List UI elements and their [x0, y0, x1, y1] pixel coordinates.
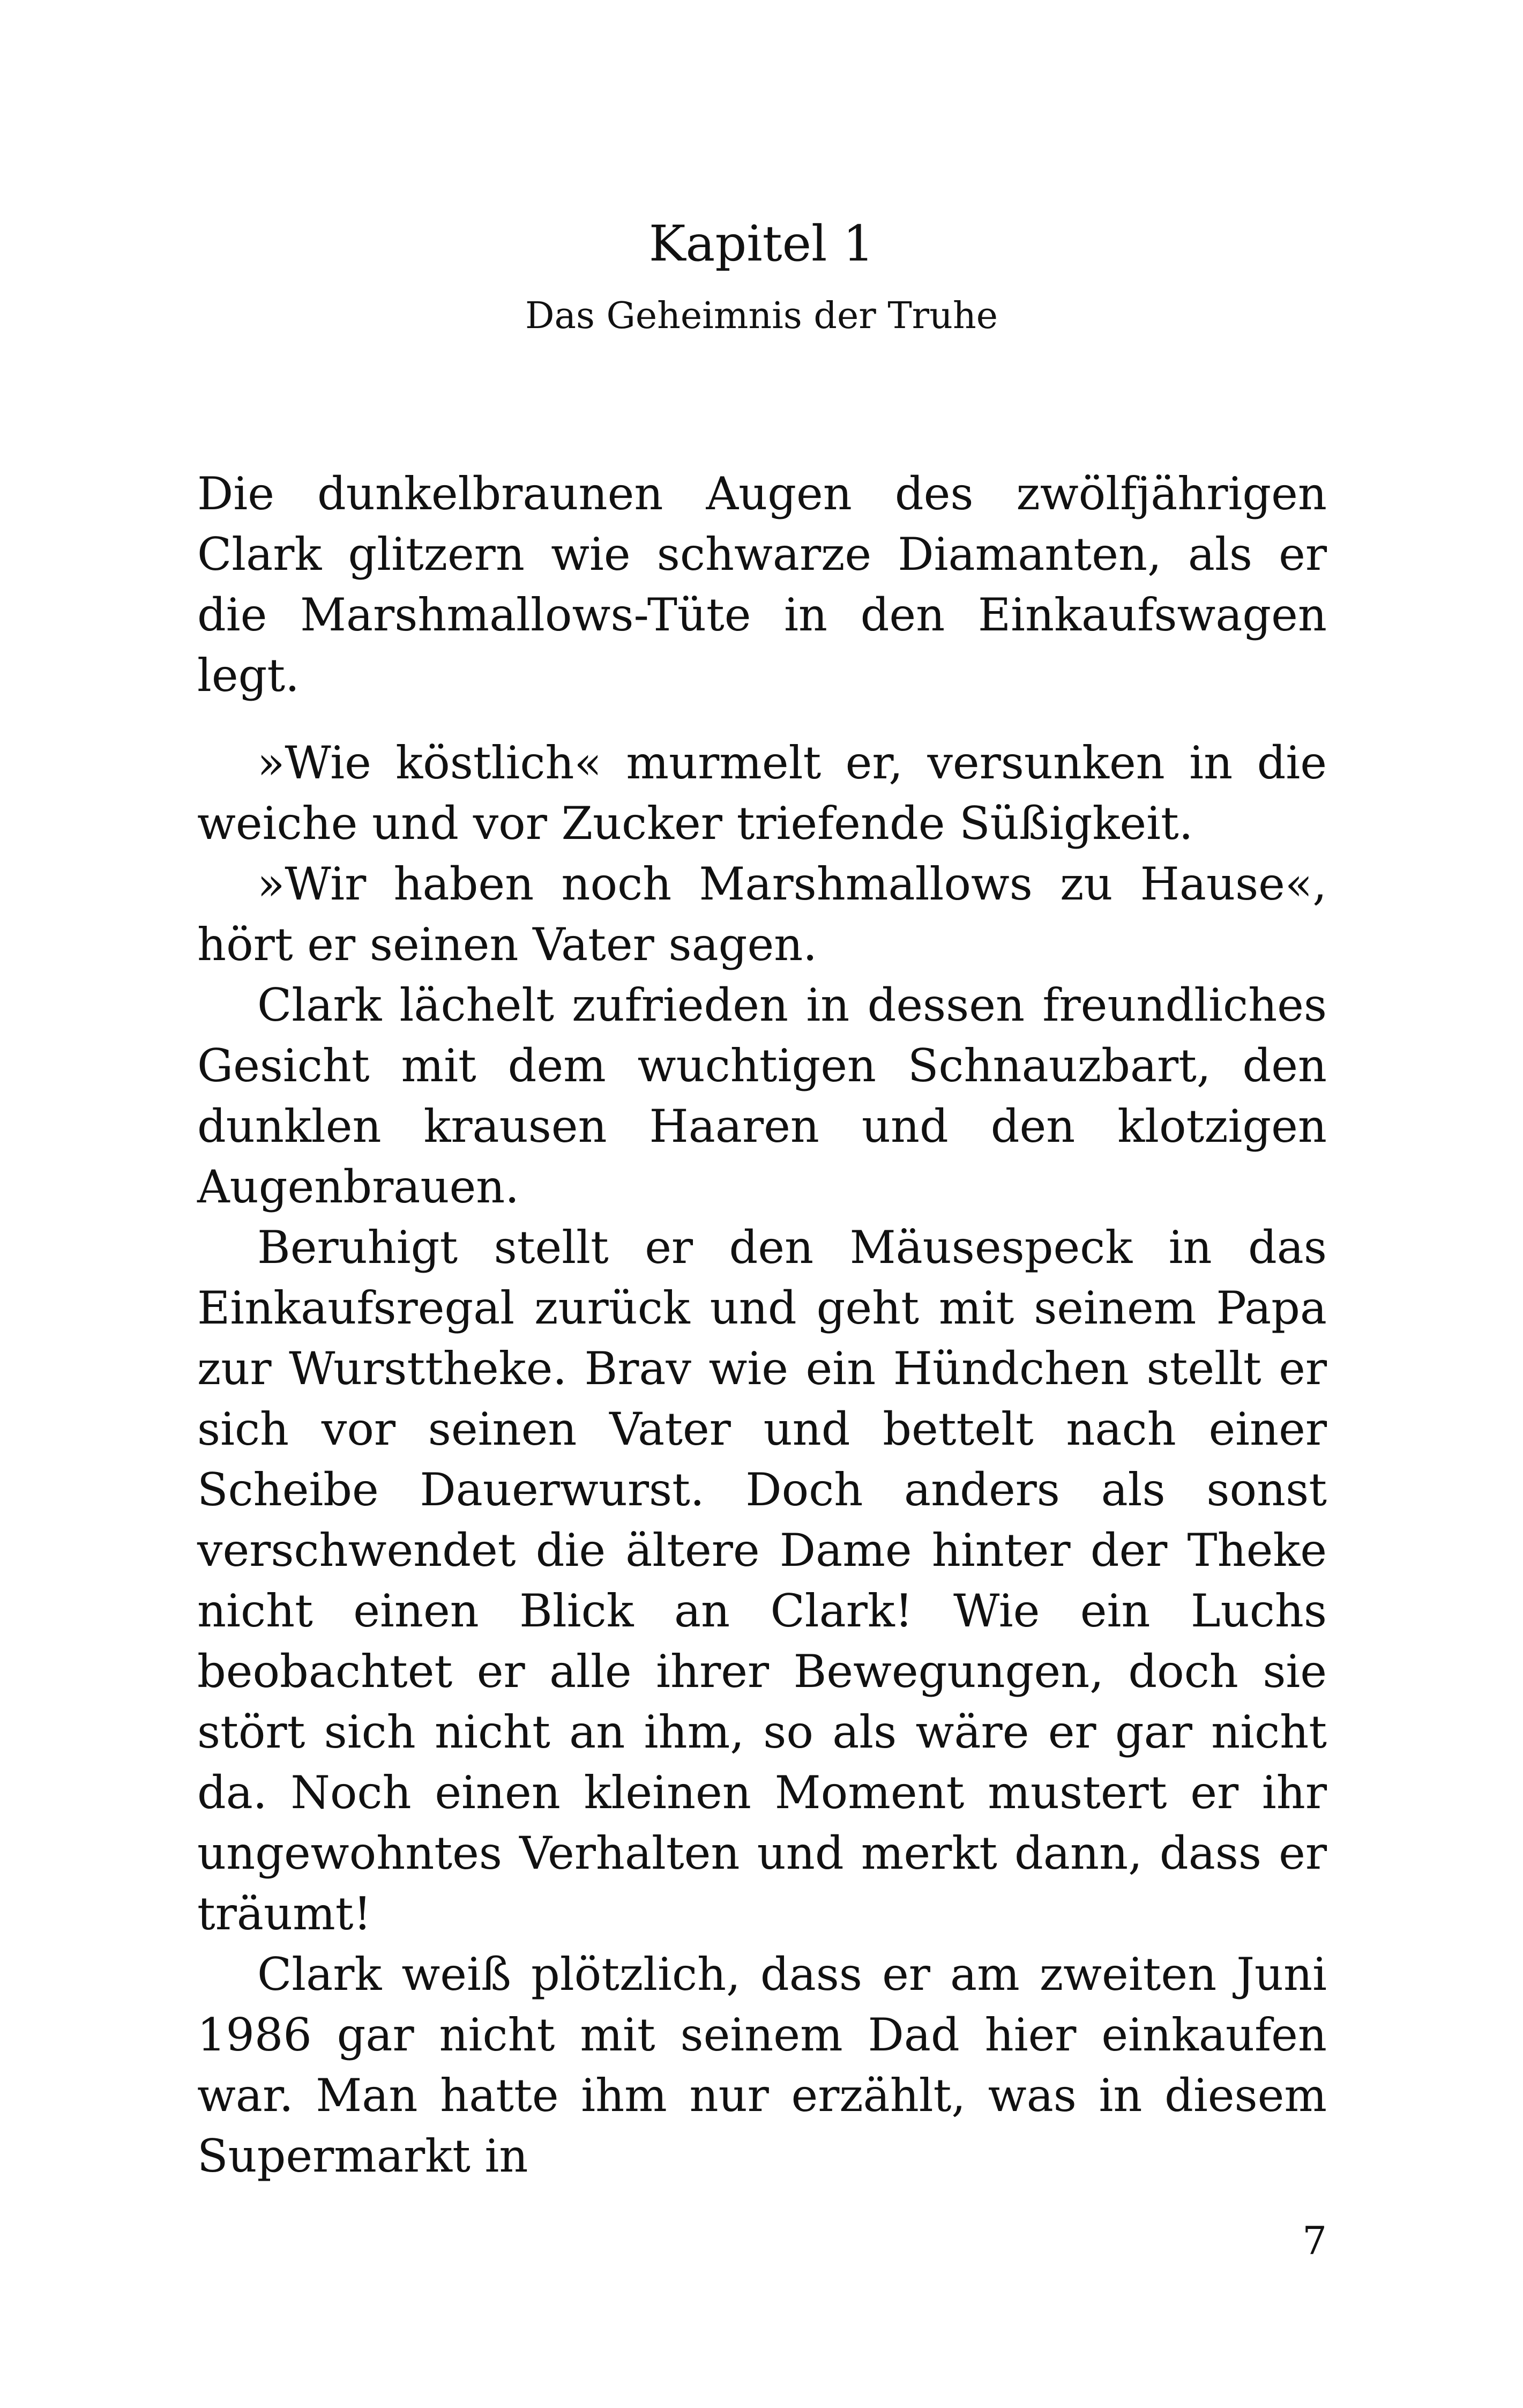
paragraph-3: »Wir haben noch Marshmallows zu Hause«, hört er seinen Vater sagen.: [197, 858, 1327, 971]
body-text: [197, 464, 1327, 2187]
paragraph-6: Clark weiß plötzlich, dass er am zweiten Juni 1986 gar nicht mit seinem Dad hier einkaufen war. Man hatte ihm nur erzählt, was in diesem Supermarkt in: [197, 1948, 1327, 2182]
paragraph-5: Beruhigt stellt er den Mäusespeck in das Einkaufsregal zurück und geht mit seinem Papa zur Wursttheke. Brav wie ein Hündchen stellt er sich vor seinen Vater und bettelt nach einer Scheibe Dauerwurst. Doch anders als sonst verschwendet die ältere Dame hinter der Theke nicht einen Blick an Clark! Wie ein Luchs beobachtet er alle ihrer Bewegungen, doch sie stört sich nicht an ihm, so als wäre er gar nicht da. Noch einen kleinen Moment mustert er ihr ungewohntes Verhalten und merkt dann, dass er träumt!: [197, 1221, 1327, 1940]
paragraph-2: »Wie köstlich« murmelt er, versunken in die weiche und vor Zucker triefende Süßigkeit.: [197, 737, 1327, 850]
chapter-title: Kapitel 1: [648, 215, 875, 272]
chapter-subtitle: Das Geheimnis der Truhe: [525, 295, 998, 337]
paragraph-4: Clark lächelt zufrieden in dessen freundliches Gesicht mit dem wuchtigen Schnauzbart, den dunklen krausen Haaren und den klotzigen Augenbrauen.: [197, 979, 1327, 1213]
paragraph-1: Die dunkelbraunen Augen des zwölfjährigen Clark glitzern wie schwarze Diamanten, als er die Marshmallows-Tüte in den Einkaufswagen legt.: [197, 467, 1327, 702]
page-number: 7: [1302, 2218, 1327, 2263]
